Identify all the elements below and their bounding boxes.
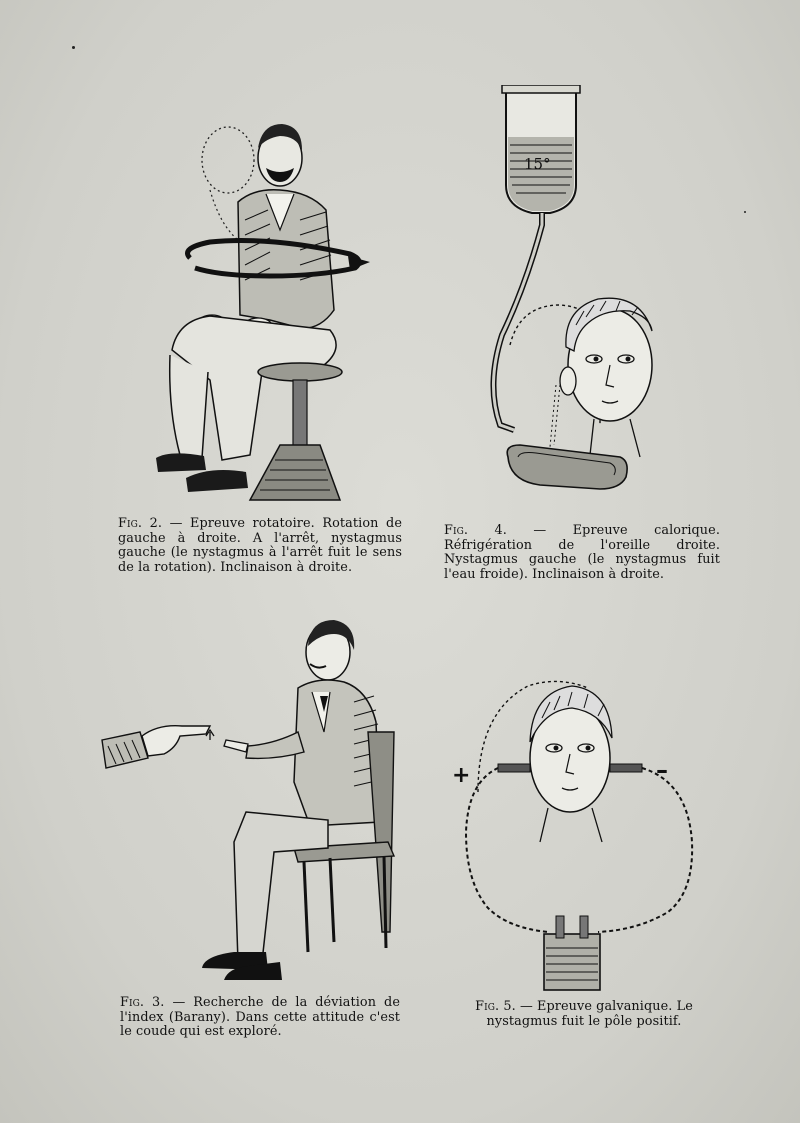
- figure-5-text: — Epreuve galvanique. Le nystagmus fuit le pôle positif.: [486, 999, 693, 1029]
- galvanic-test-drawing: [448, 672, 706, 998]
- patient-hand: [224, 740, 248, 752]
- figure-3-caption: [120, 996, 400, 1040]
- coiled-wire-left: [466, 768, 548, 932]
- figure-2-text: — Epreuve rotatoire. Rotation de gauche à droite. A l'arrêt, nystagmus gauche (le nystagmus à l'arrêt fuit le sens de la rotation). Inclinaison à droite.: [118, 516, 402, 575]
- pointing-test-drawing: [98, 612, 408, 992]
- coat: [294, 680, 380, 826]
- figure-4-illustration: [480, 85, 685, 500]
- caloric-test-drawing: [480, 85, 685, 500]
- figure-2-number: Fig. 2.: [118, 516, 163, 531]
- stool-base: [250, 445, 340, 500]
- stool-column: [293, 380, 307, 450]
- ghost-head-outline: [202, 127, 254, 193]
- kidney-basin: [507, 445, 627, 489]
- positive-pole-label: +: [452, 763, 471, 788]
- figure-4-caption: [444, 524, 720, 582]
- figure-2-caption: [118, 517, 402, 575]
- trousers: [234, 812, 328, 962]
- patient-arm: [246, 732, 304, 758]
- figure-4-text: — Epreuve calorique. Réfrigération de l'oreille droite. Nystagmus gauche (le nystagmus fuit l'eau froide). Inclinaison à droite.: [444, 523, 720, 582]
- figure-5-number: Fig. 5.: [475, 999, 516, 1014]
- negative-electrode: [610, 764, 642, 772]
- ink-speck: [72, 46, 75, 49]
- figure-5-caption: [466, 1000, 702, 1029]
- figure-3-number: Fig. 3.: [120, 995, 165, 1010]
- rotating-chair-drawing: [150, 110, 390, 515]
- coiled-wire-right: [598, 768, 692, 932]
- examiner-hand: [142, 726, 210, 756]
- right-shoe: [186, 470, 248, 492]
- irrigation-tube: [493, 213, 542, 430]
- battery-cell: [544, 934, 600, 990]
- ink-speck: [744, 211, 746, 213]
- chair-back: [368, 732, 394, 932]
- positive-electrode: [498, 764, 530, 772]
- negative-pole-label: –: [656, 756, 668, 784]
- figure-5-illustration: [448, 672, 706, 998]
- figure-4-number: Fig. 4.: [444, 523, 507, 538]
- ear: [560, 367, 576, 395]
- figure-3-illustration: [98, 612, 408, 992]
- temperature-label: 15°: [524, 155, 551, 173]
- figure-3-text: — Recherche de la déviation de l'index (Barany). Dans cette attitude c'est le coude qui est exploré.: [120, 995, 400, 1039]
- left-shoe: [156, 453, 206, 472]
- stool-seat: [258, 363, 342, 381]
- figure-2-illustration: [150, 110, 390, 515]
- examiner-sleeve: [102, 732, 148, 768]
